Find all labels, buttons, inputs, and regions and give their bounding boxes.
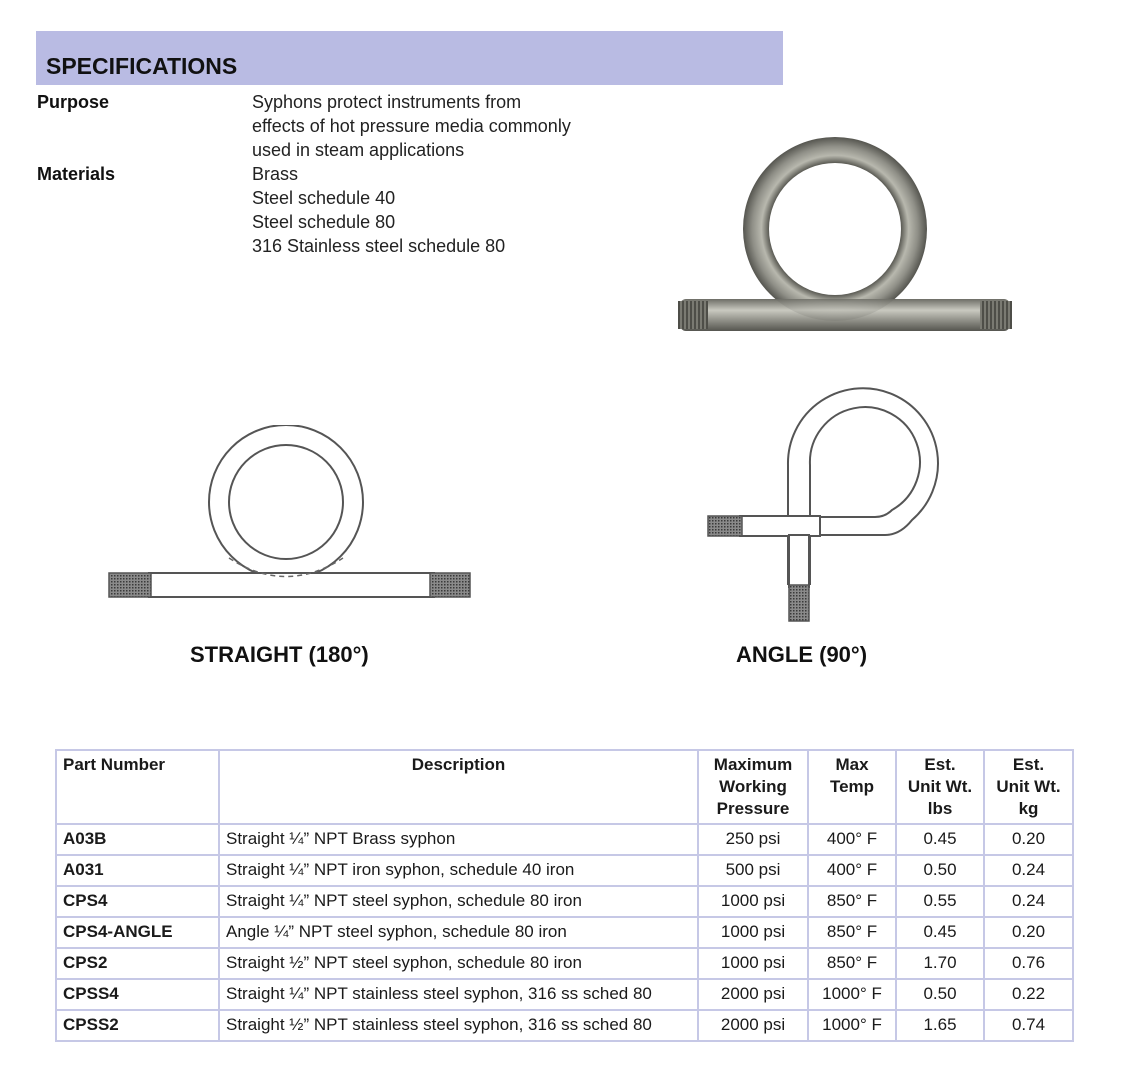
cell-kg: 0.74: [984, 1010, 1073, 1041]
table-row: [56, 948, 1073, 979]
angle-syphon-drawing: [700, 385, 950, 630]
cell-part-number: CPS2: [56, 948, 219, 979]
cell-description: Straight ½” NPT stainless steel syphon, 316 ss sched 80: [219, 1010, 698, 1041]
header-pressure: [698, 750, 808, 824]
materials-label: Materials: [37, 164, 116, 184]
table-row: [56, 1010, 1073, 1041]
material-item: 316 Stainless steel schedule 80: [252, 236, 506, 256]
straight-caption: STRAIGHT (180°): [190, 642, 369, 667]
cell-kg: 0.22: [984, 979, 1073, 1010]
cell-temp: 400° F: [808, 855, 896, 886]
header-temp-line: Temp: [829, 777, 875, 796]
specifications-header: [36, 31, 783, 85]
cell-kg: 0.20: [984, 917, 1073, 948]
cell-description: Straight ¼” NPT Brass syphon: [219, 824, 698, 855]
table-row: [56, 855, 1073, 886]
material-item: Brass: [252, 164, 299, 184]
header-part-number: Part Number: [56, 750, 219, 824]
cell-description: Straight ½” NPT steel syphon, schedule 80 iron: [219, 948, 698, 979]
header-weight-lbs: [896, 750, 984, 824]
material-item: Steel schedule 80: [252, 212, 396, 232]
header-weight-kg: [984, 750, 1073, 824]
cell-lbs: 1.65: [896, 1010, 984, 1041]
angle-caption: ANGLE (90°): [736, 642, 868, 667]
cell-temp: 1000° F: [808, 979, 896, 1010]
cell-part-number: A031: [56, 855, 219, 886]
cell-part-number: CPS4: [56, 886, 219, 917]
cell-kg: 0.20: [984, 824, 1073, 855]
cell-temp: 850° F: [808, 917, 896, 948]
material-item: Steel schedule 40: [252, 188, 396, 208]
cell-temp: 400° F: [808, 824, 896, 855]
cell-lbs: 1.70: [896, 948, 984, 979]
cell-pressure: 1000 psi: [698, 917, 808, 948]
header-lbs-line: lbs: [927, 799, 953, 818]
cell-pressure: 2000 psi: [698, 979, 808, 1010]
cell-temp: 850° F: [808, 886, 896, 917]
cell-pressure: 500 psi: [698, 855, 808, 886]
cell-pressure: 1000 psi: [698, 886, 808, 917]
header-kg-line: Est.: [1012, 755, 1045, 774]
cell-lbs: 0.45: [896, 917, 984, 948]
cell-pressure: 2000 psi: [698, 1010, 808, 1041]
table-row: [56, 886, 1073, 917]
cell-description: Angle ¼” NPT steel syphon, schedule 80 iron: [219, 917, 698, 948]
cell-part-number: CPS4-ANGLE: [56, 917, 219, 948]
straight-syphon-drawing: [105, 425, 475, 605]
header-kg-line: kg: [1018, 799, 1039, 818]
table-row: [56, 917, 1073, 948]
cell-kg: 0.24: [984, 855, 1073, 886]
specifications-title: SPECIFICATIONS: [46, 53, 238, 79]
purpose-label: Purpose: [37, 92, 110, 112]
table-header-row: [56, 750, 1073, 824]
cell-pressure: 250 psi: [698, 824, 808, 855]
header-lbs-line: Unit Wt.: [907, 777, 973, 796]
cell-temp: 1000° F: [808, 1010, 896, 1041]
cell-lbs: 0.55: [896, 886, 984, 917]
cell-description: Straight ¼” NPT steel syphon, schedule 80 iron: [219, 886, 698, 917]
purpose-line: effects of hot pressure media commonly: [252, 116, 571, 136]
cell-part-number: CPSS4: [56, 979, 219, 1010]
cell-description: Straight ¼” NPT iron syphon, schedule 40 iron: [219, 855, 698, 886]
header-pressure-line: Working: [719, 777, 787, 796]
cell-lbs: 0.45: [896, 824, 984, 855]
header-temp-line: Max: [835, 755, 869, 774]
table-row: [56, 979, 1073, 1010]
purpose-line: used in steam applications: [252, 140, 465, 160]
header-pressure-line: Maximum: [713, 755, 793, 774]
cell-part-number: A03B: [56, 824, 219, 855]
header-temp: [808, 750, 896, 824]
cell-part-number: CPSS2: [56, 1010, 219, 1041]
cell-kg: 0.24: [984, 886, 1073, 917]
cell-temp: 850° F: [808, 948, 896, 979]
cell-lbs: 0.50: [896, 979, 984, 1010]
purpose-line: Syphons protect instruments from: [252, 92, 522, 112]
syphon-photo: [670, 134, 1020, 339]
cell-kg: 0.76: [984, 948, 1073, 979]
cell-description: Straight ¼” NPT stainless steel syphon, 316 ss sched 80: [219, 979, 698, 1010]
cell-pressure: 1000 psi: [698, 948, 808, 979]
header-kg-line: Unit Wt.: [996, 777, 1061, 796]
cell-lbs: 0.50: [896, 855, 984, 886]
table-row: [56, 824, 1073, 855]
header-description: Description: [219, 750, 698, 824]
header-lbs-line: Est.: [924, 755, 956, 774]
header-pressure-line: Pressure: [716, 799, 790, 818]
parts-table: [55, 749, 1074, 1042]
